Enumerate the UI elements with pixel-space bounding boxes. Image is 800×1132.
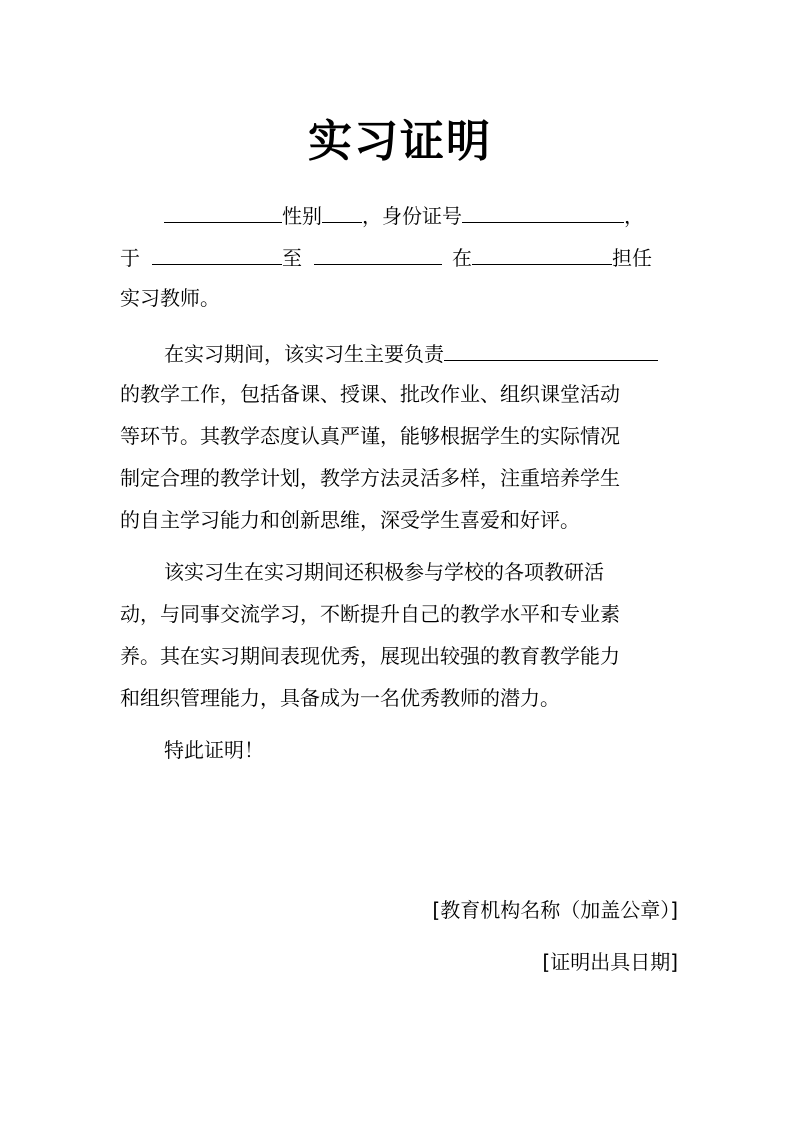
at-label: 在 [452, 246, 472, 270]
school-blank [472, 242, 612, 265]
name-blank [164, 200, 282, 223]
paragraph-3-line-4: 和组织管理能力，具备成为一名优秀教师的潜力。 [120, 686, 560, 710]
paragraph-3-line-2: 动，与同事交流学习，不断提升自己的教学水平和专业素 [120, 602, 620, 626]
gender-label: 性别 [282, 204, 322, 228]
gender-blank [322, 200, 362, 223]
end-date-blank [314, 242, 442, 265]
paragraph-3-line-3: 养。其在实习期间表现优秀，展现出较强的教育教学能力 [120, 644, 620, 668]
paragraph-2-line-2: 的教学工作，包括备课、授课、批改作业、组织课堂活动 [120, 382, 620, 406]
closing-statement: 特此证明！ [164, 738, 264, 762]
paragraph-2-line-4: 制定合理的教学计划，教学方法灵活多样，注重培养学生 [120, 466, 620, 490]
id-blank [462, 200, 624, 223]
to-label: 至 [282, 246, 302, 270]
paragraph-2-line-3: 等环节。其教学态度认真严谨，能够根据学生的实际情况 [120, 424, 620, 448]
from-label: 于 [120, 246, 140, 270]
paragraph-2-line-1-text: 在实习期间，该实习生主要负责 [164, 342, 444, 366]
document-title: 实习证明 [308, 116, 492, 167]
comma-2: ， [624, 204, 644, 228]
subject-blank [444, 338, 658, 361]
paragraph-2-line-1 [120, 338, 658, 368]
comma-1: ， [362, 204, 382, 228]
intro-line-2 [120, 242, 652, 272]
paragraph-3-line-1: 该实习生在实习期间还积极参与学校的各项教研活 [164, 560, 604, 584]
paragraph-2-line-5: 的自主学习能力和创新思维，深受学生喜爱和好评。 [120, 508, 580, 532]
issue-date: [证明出具日期] [542, 950, 678, 974]
start-date-blank [152, 242, 282, 265]
issuing-organization: [教育机构名称（加盖公章）] [432, 898, 678, 922]
intro-line-3: 实习教师。 [120, 286, 220, 310]
id-label: 身份证号 [382, 204, 462, 228]
serve-label: 担任 [612, 246, 652, 270]
intro-line-1 [120, 200, 644, 230]
